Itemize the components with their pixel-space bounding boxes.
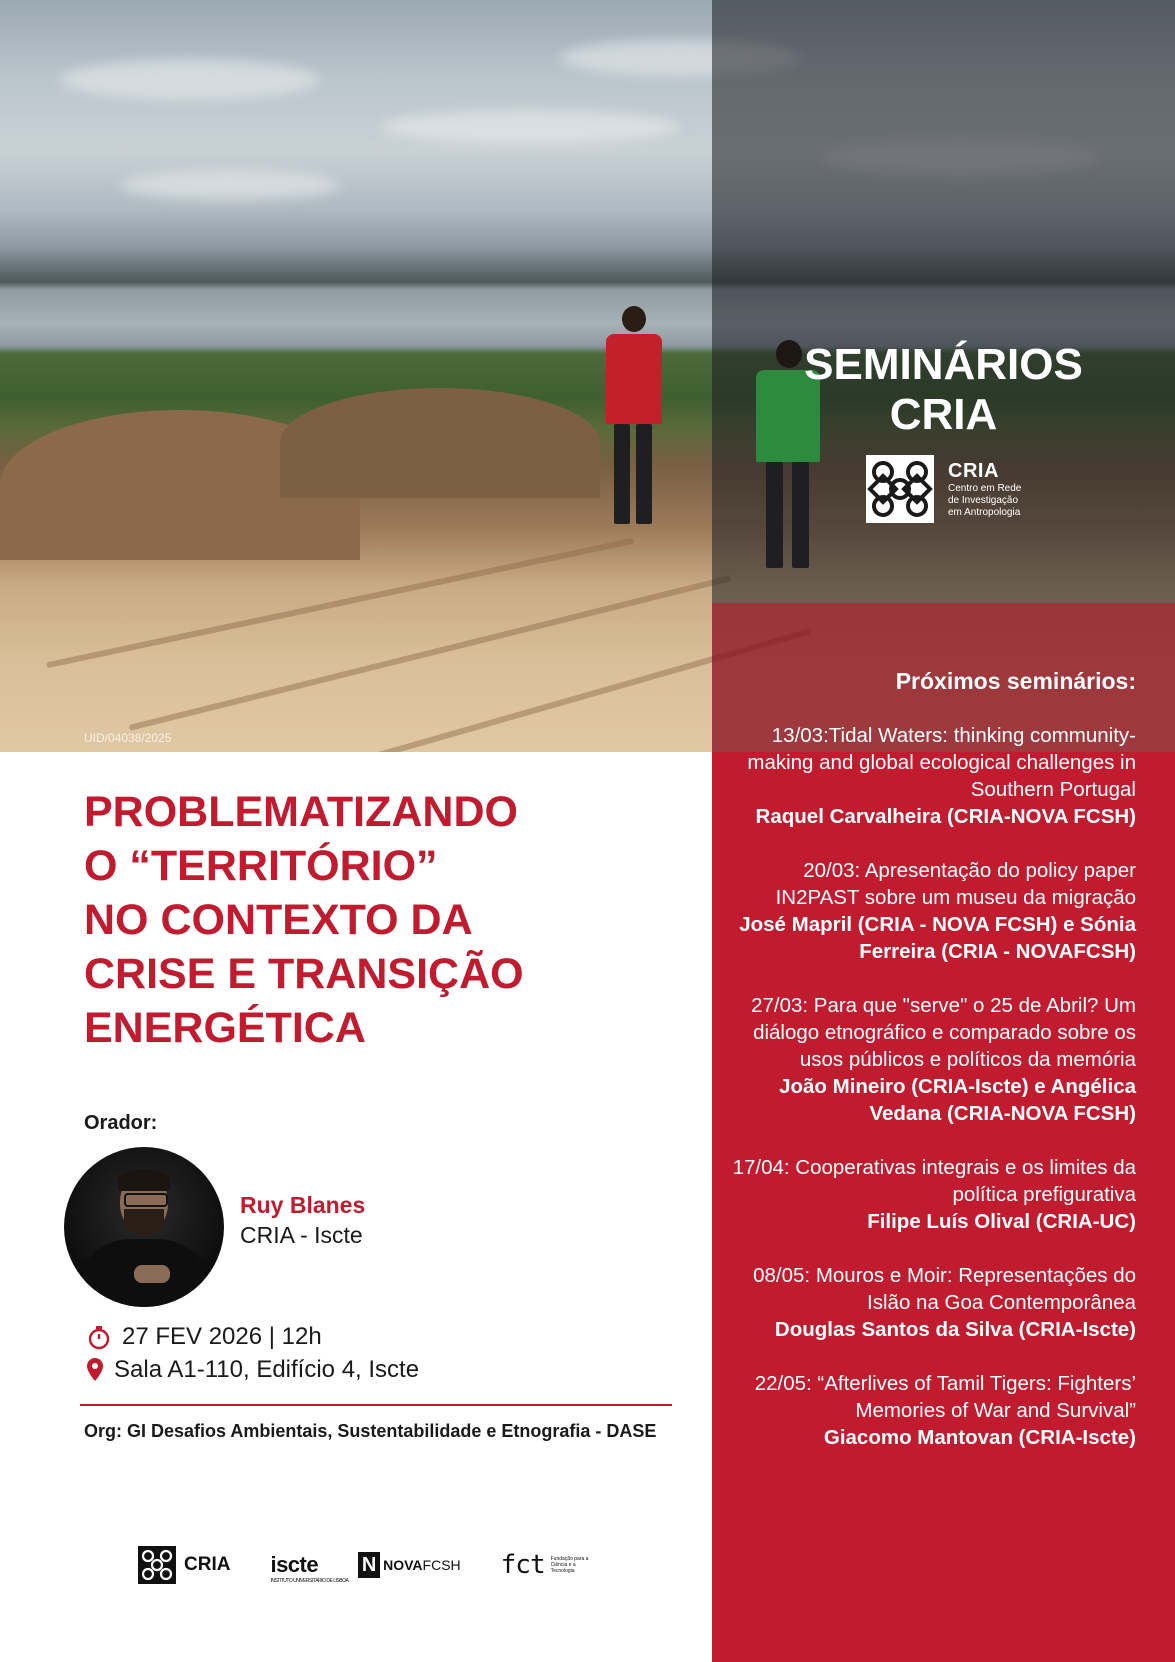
event-title-line: PROBLEMATIZANDO	[84, 788, 518, 836]
seminar-description: 08/05: Mouros e Moir: Representações do Islão na Goa Contemporânea	[753, 1264, 1136, 1314]
nova-mark: N	[358, 1552, 380, 1578]
partner-fct-sub: Fundação para a Ciência e a Tecnologia	[550, 1556, 589, 1574]
seminar-speaker: Filipe Luís Olival (CRIA-UC)	[867, 1210, 1136, 1233]
event-datetime	[86, 1323, 322, 1351]
cria-emblem-icon	[866, 455, 934, 523]
event-location-text: Sala A1-110, Edifício 4, Iscte	[114, 1356, 420, 1383]
upcoming-list	[716, 722, 1136, 1478]
logo-subtitle: de Investigação	[948, 494, 1019, 506]
seminar-item	[716, 1370, 1136, 1451]
event-title	[84, 785, 684, 1055]
partner-fct	[501, 1550, 599, 1580]
logo-name: CRIA	[948, 459, 999, 482]
cloud	[380, 110, 680, 144]
partner-iscte-sub: INSTITUTO UNIVERSITÁRIO DE LISBOA	[270, 1578, 349, 1584]
speaker-name: Ruy Blanes	[240, 1192, 366, 1218]
partner-fct-name: fct	[500, 1550, 545, 1580]
event-datetime-text: 27 FEV 2026 | 12h	[122, 1323, 322, 1350]
seminar-speaker: Giacomo Mantovan (CRIA-Iscte)	[823, 1426, 1136, 1449]
speaker-avatar	[64, 1147, 224, 1307]
seminar-item	[716, 1154, 1136, 1235]
cria-emblem-icon	[138, 1546, 176, 1584]
logo-subtitle: em Antropologia	[948, 506, 1021, 518]
photo-credit: UID/04038/2025	[84, 731, 172, 745]
seminar-description: 13/03:Tidal Waters: thinking community-making and global ecological challenges in Southern Portugal	[747, 724, 1136, 801]
divider	[80, 1404, 672, 1406]
cloud	[120, 170, 340, 200]
seminar-speaker: Raquel Carvalheira (CRIA-NOVA FCSH)	[755, 805, 1136, 828]
series-title	[712, 340, 1175, 440]
seminar-item	[716, 857, 1136, 965]
speaker-label: Orador:	[84, 1112, 158, 1134]
partner-logos	[138, 1546, 639, 1584]
logo-subtitle: Centro em Rede	[948, 482, 1022, 494]
event-location	[86, 1356, 419, 1384]
nova-bold: NOVA	[383, 1557, 423, 1573]
person-red-shirt	[596, 306, 676, 556]
seminar-item	[716, 992, 1136, 1127]
upcoming-title: Próximos seminários:	[895, 668, 1136, 694]
seminar-description: 20/03: Apresentação do policy paper IN2PAST sobre um museu da migração	[775, 859, 1136, 909]
seminar-item	[716, 722, 1136, 830]
event-title-line: CRISE E TRANSIÇÃO	[84, 950, 524, 998]
event-title-line: NO CONTEXTO DA	[84, 896, 473, 944]
event-title-line: O “TERRITÓRIO”	[84, 842, 438, 890]
partner-cria	[138, 1546, 230, 1584]
seminar-description: 17/04: Cooperativas integrais e os limites da política prefigurativa	[732, 1156, 1136, 1206]
seminar-description: 27/03: Para que "serve" o 25 de Abril? Um diálogo etnográfico e comparado sobre os usos públicos e políticos da memória	[751, 994, 1136, 1071]
cloud	[60, 60, 320, 100]
partner-iscte	[270, 1552, 349, 1584]
event-title-line: ENERGÉTICA	[84, 1004, 366, 1052]
dirt-mound	[280, 388, 600, 498]
seminar-speaker: João Mineiro (CRIA-Iscte) e Angélica Vedana (CRIA-NOVA FCSH)	[779, 1075, 1136, 1125]
map-pin-icon	[86, 1357, 104, 1383]
tire-track	[128, 575, 731, 731]
nova-rest: FCSH	[422, 1557, 461, 1573]
organizer: Org: GI Desafios Ambientais, Sustentabilidade e Etnografia - DASE	[84, 1421, 657, 1441]
seminar-speaker: Douglas Santos da Silva (CRIA-Iscte)	[774, 1318, 1136, 1341]
series-title-line: SEMINÁRIOS	[804, 340, 1083, 389]
speaker-affiliation: CRIA - Iscte	[240, 1222, 363, 1248]
seminar-description: 22/05: “Afterlives of Tamil Tigers: Fighters’ Memories of War and Survival”	[754, 1372, 1136, 1422]
series-title-line: CRIA	[889, 390, 998, 439]
partner-nova-fcsh	[358, 1552, 461, 1578]
cria-logo	[866, 455, 1021, 523]
partner-cria-name: CRIA	[184, 1554, 231, 1575]
seminar-item	[716, 1262, 1136, 1343]
seminar-speaker: José Mapril (CRIA - NOVA FCSH) e Sónia Ferreira (CRIA - NOVAFCSH)	[739, 913, 1136, 963]
stopwatch-icon	[86, 1324, 112, 1350]
partner-iscte-name: iscte	[270, 1552, 319, 1577]
